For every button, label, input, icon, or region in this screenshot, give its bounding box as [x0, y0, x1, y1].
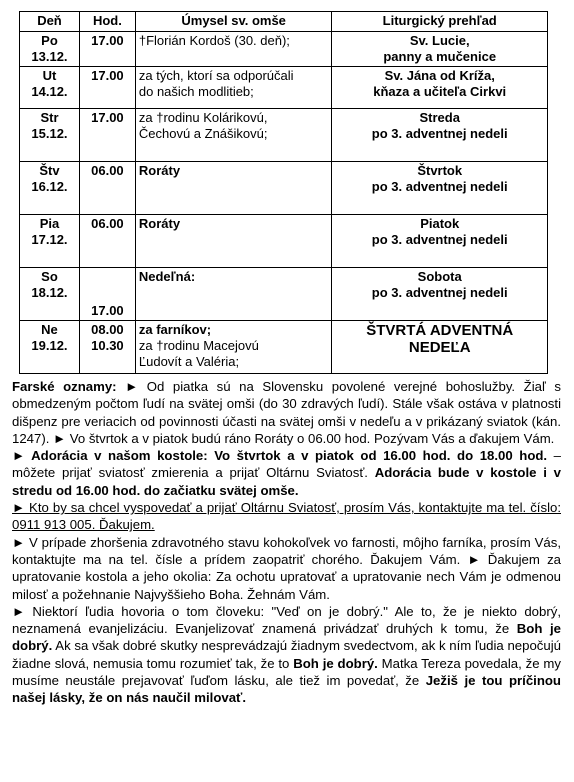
header-liturgy: Liturgický prehľad [332, 12, 548, 32]
announcement-paragraph: ► Niektorí ľudia hovoria o tom človeku: "Veď on je dobrý." Ale to, že je niekto dobrý, neznamená evanjelizáciu. Evanjelizovať znamená privádzať druhých k tomu, že Boh je dobrý. Ak sa však dobré skutky nesprevádzajú žiadnym svedectvom, ak k ním ľudia nepočujú žiadne slová, nemusia tomu rozumieť tak, že to Boh je dobrý. Matka Tereza povedala, že my musíme neustále prejavovať ľuďom lásku, ale tiež im povedať, že Ježiš je tou príčinou našej lásky, že on nás naučil milovať. [12, 603, 561, 706]
intention-cell: Nedeľná: [135, 268, 332, 321]
liturgy-cell: Sv. Lucie, panny a mučenice [332, 32, 548, 67]
day-cell: Po 13.12. [20, 32, 80, 67]
day-cell: Str 15.12. [20, 109, 80, 162]
liturgy-cell: Sobota po 3. adventnej nedeli [332, 268, 548, 321]
parish-announcements [12, 378, 561, 707]
hour-cell: 17.00 [79, 32, 135, 67]
announcement-paragraph: ► V prípade zhoršenia zdravotného stavu kohokoľvek vo farnosti, môjho farníka, prosím Vás, kontaktujte ma na tel. čísle a prídem zaopatriť chorého. Ďakujem Vám. ► Ďakujem za upratovanie kostola a jeho okolia: Za ochotu upratovať a upratovanie nech Vám je odmenou milosť a požehnanie Najvyššieho Boha. Žehnám Vám. [12, 534, 561, 602]
day-cell: Štv 16.12. [20, 162, 80, 215]
announcement-paragraph: ► Adorácia v našom kostole: Vo štvrtok a v piatok od 16.00 hod. do 18.00 hod. – môžete prijať sviatosť zmierenia a prijať Oltárnu Sviatosť. Adorácia bude v kostole i v stredu od 16.00 hod. do začiatku svätej omše. [12, 448, 561, 498]
header-intention: Úmysel sv. omše [135, 12, 332, 32]
day-cell: Ut 14.12. [20, 67, 80, 109]
announcement-paragraph: ► Kto by sa chcel vyspovedať a prijať Oltárnu Sviatosť, prosím Vás, kontaktujte ma tel. číslo: 0911 913 005. Ďakujem. [12, 500, 561, 533]
table-row [20, 215, 548, 268]
hour-cell: 17.00 [79, 268, 135, 321]
intention-cell: Roráty [135, 215, 332, 268]
intention-cell: za tých, ktorí sa odporúčali do našich modlitieb; [135, 67, 332, 109]
day-cell: Ne 19.12. [20, 321, 80, 374]
mass-schedule-table [19, 11, 548, 374]
hour-cell: 06.00 [79, 162, 135, 215]
announcement-paragraph: Farské oznamy: ► Od piatka sú na Slovensku povolené verejné bohoslužby. Žiaľ s obmedzeným počtom ľudí na svätej omši (do 30 zdravých ľudí). Stále však ostáva v platnosti dišpenz pre veriacich od povinnosti účasti na svätej omši v nedeľu a v prikázaný sviatok (kán. 1247). ► Vo štvrtok a v piatok budú ráno Roráty o 06.00 hod. Pozývam Vás a ďakujem Vám. [12, 379, 561, 446]
day-cell: So 18.12. [20, 268, 80, 321]
table-row [20, 109, 548, 162]
table-row [20, 67, 548, 109]
hour-cell: 06.00 [79, 215, 135, 268]
liturgy-cell: Piatok po 3. adventnej nedeli [332, 215, 548, 268]
liturgy-cell: ŠTVRTÁ ADVENTNÁ NEDEĽA [332, 321, 548, 374]
table-header-row [20, 12, 548, 32]
announcements-title: Farské oznamy: [12, 379, 117, 394]
hour-cell: 08.00 10.30 [79, 321, 135, 374]
hour-cell: 17.00 [79, 109, 135, 162]
day-cell: Pia 17.12. [20, 215, 80, 268]
liturgy-cell: Štvrtok po 3. adventnej nedeli [332, 162, 548, 215]
hour-cell: 17.00 [79, 67, 135, 109]
table-row [20, 162, 548, 215]
header-day: Deň [20, 12, 80, 32]
liturgy-cell: Streda po 3. adventnej nedeli [332, 109, 548, 162]
intention-cell: za †rodinu Kolárikovú, Čechovú a Znášikovú; [135, 109, 332, 162]
intention-cell: za farníkov; za †rodinu Macejovú Ľudovít a Valéria; [135, 321, 332, 374]
header-hour: Hod. [79, 12, 135, 32]
table-row [20, 321, 548, 374]
table-row [20, 268, 548, 321]
table-row [20, 32, 548, 67]
intention-cell: †Florián Kordoš (30. deň); [135, 32, 332, 67]
intention-cell: Roráty [135, 162, 332, 215]
liturgy-cell: Sv. Jána od Kríža, kňaza a učiteľa Cirkvi [332, 67, 548, 109]
